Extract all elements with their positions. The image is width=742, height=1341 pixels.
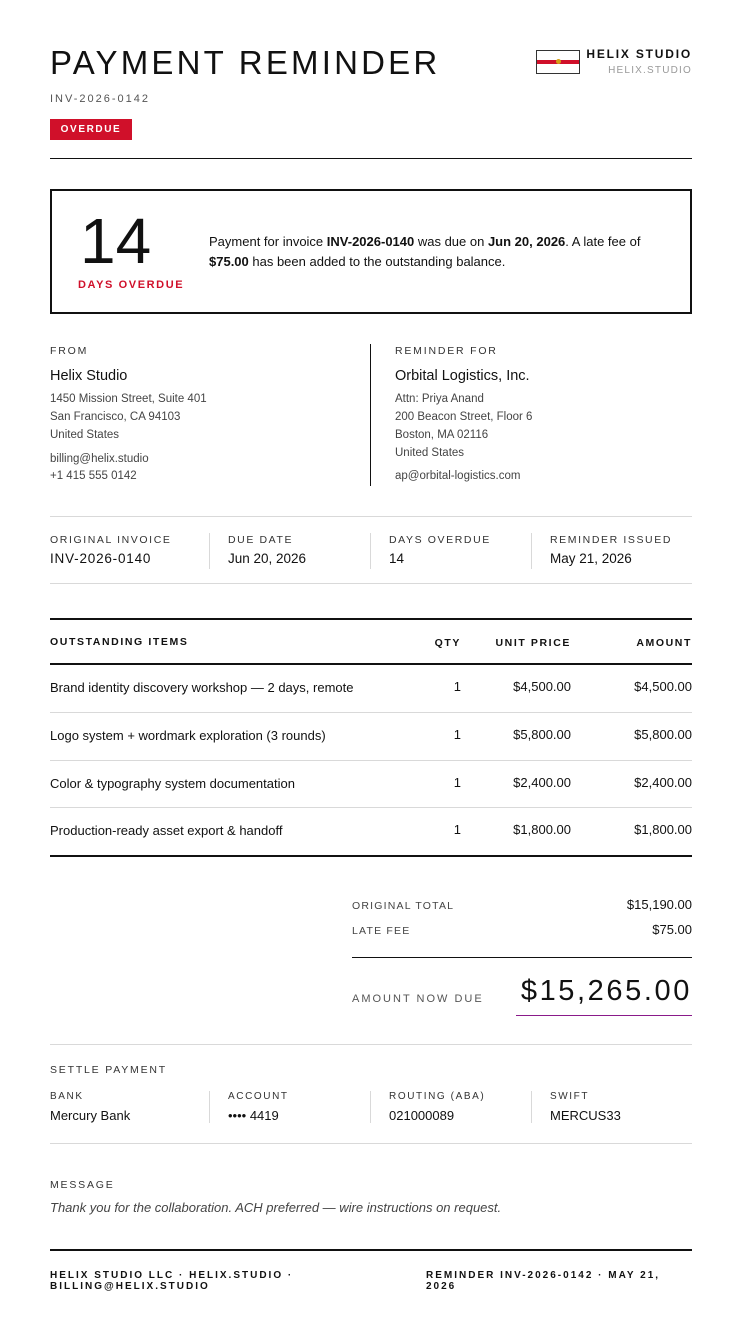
col-header-qty: QTY: [434, 637, 461, 649]
meta-label: DUE DATE: [228, 534, 294, 546]
table-row-unit-price: $5,800.00: [513, 727, 571, 742]
brand-url: HELIX.STUDIO: [608, 65, 692, 76]
meta-top-rule: [50, 516, 692, 517]
client-name: Orbital Logistics, Inc.: [395, 368, 530, 384]
from-label: FROM: [50, 345, 89, 357]
payment-divider: [209, 1091, 210, 1123]
brand-name: HELIX STUDIO: [586, 47, 692, 61]
meta-reminder-issued: May 21, 2026: [550, 551, 632, 566]
meta-label: REMINDER ISSUED: [550, 534, 673, 546]
payment-divider: [370, 1091, 371, 1123]
table-row-qty: 1: [453, 775, 461, 790]
table-row-unit-price: $4,500.00: [513, 679, 571, 694]
client-address-line: 200 Beacon Street, Floor 6: [395, 411, 533, 423]
payment-field-label: ACCOUNT: [228, 1091, 289, 1102]
overdue-summary-box: [50, 189, 692, 314]
table-row-description: Color & typography system documentation: [50, 776, 295, 791]
table-row-description: Brand identity discovery workshop — 2 days, remote: [50, 680, 354, 695]
table-row-amount: $4,500.00: [634, 679, 692, 694]
days-overdue-label: DAYS OVERDUE: [78, 279, 185, 291]
from-address-line: United States: [50, 429, 120, 441]
table-row-divider: [50, 712, 692, 713]
overdue-message: Payment for invoice INV-2026-0140 was due on Jun 20, 2026. A late fee of $75.00 has been added to the outstanding balance.: [209, 234, 641, 269]
table-row-unit-price: $1,800.00: [513, 822, 571, 837]
late-fee-label: LATE FEE: [352, 925, 411, 937]
overdue-due-date: Jun 20, 2026: [487, 234, 566, 249]
late-fee-value: $75.00: [652, 922, 692, 937]
amount-due-label: AMOUNT NOW DUE: [352, 993, 484, 1005]
invoice-number: INV-2026-0142: [50, 93, 150, 105]
meta-label: DAYS OVERDUE: [389, 534, 491, 546]
table-row-description: Logo system + wordmark exploration (3 rounds): [50, 728, 326, 743]
from-address-line: San Francisco, CA 94103: [50, 411, 181, 423]
col-header-amount: AMOUNT: [636, 637, 692, 649]
col-header-description: OUTSTANDING ITEMS: [50, 636, 189, 648]
brand-flag-icon: [536, 50, 580, 74]
table-top-rule: [50, 618, 692, 620]
payment-top-rule: [50, 1044, 692, 1045]
header-divider: [50, 158, 692, 159]
payment-swift-value: MERCUS33: [550, 1108, 621, 1123]
table-row-amount: $2,400.00: [634, 775, 692, 790]
table-row-qty: 1: [453, 727, 461, 742]
payment-bottom-rule: [50, 1143, 692, 1144]
payment-reminder-document: [50, 0, 692, 1341]
table-row-divider: [50, 760, 692, 761]
original-total-value: $15,190.00: [626, 897, 692, 912]
table-bottom-rule: [50, 855, 692, 857]
payment-bank-value: Mercury Bank: [50, 1108, 131, 1123]
payment-divider: [531, 1091, 532, 1123]
from-phone: +1 415 555 0142: [50, 470, 137, 482]
meta-due-date: Jun 20, 2026: [228, 551, 307, 566]
totals-divider: [352, 957, 692, 958]
meta-bottom-rule: [50, 583, 692, 584]
table-header-rule: [50, 663, 692, 665]
message-text: Thank you for the collaboration. ACH preferred — wire instructions on request.: [50, 1200, 502, 1215]
table-row-amount: $1,800.00: [634, 822, 692, 837]
payment-field-label: ROUTING (ABA): [389, 1091, 486, 1102]
status-badge: OVERDUE: [50, 119, 132, 140]
from-address-line: 1450 Mission Street, Suite 401: [50, 393, 207, 405]
payment-routing-value: 021000089: [389, 1108, 455, 1123]
reminder-for-label: REMINDER FOR: [395, 345, 498, 357]
footer-left: HELIX STUDIO LLC · HELIX.STUDIO · BILLING@HELIX.STUDIO: [50, 1270, 294, 1292]
meta-divider: [209, 533, 210, 569]
client-address-line: Attn: Priya Anand: [395, 393, 484, 405]
client-address-line: Boston, MA 02116: [395, 429, 489, 441]
meta-divider: [370, 533, 371, 569]
payment-field-label: SWIFT: [550, 1091, 590, 1102]
original-total-label: ORIGINAL TOTAL: [352, 900, 455, 912]
client-email: ap@orbital-logistics.com: [395, 470, 521, 482]
page-title: PAYMENT REMINDER: [50, 44, 441, 81]
meta-original-invoice: INV-2026-0140: [50, 551, 152, 566]
table-row-amount: $5,800.00: [634, 727, 692, 742]
message-label: MESSAGE: [50, 1179, 115, 1191]
party-divider: [370, 344, 371, 486]
overdue-invoice-ref: INV-2026-0140: [326, 234, 415, 249]
payment-account-value: •••• 4419: [228, 1108, 279, 1123]
from-email: billing@helix.studio: [50, 453, 149, 465]
client-address-line: United States: [395, 447, 465, 459]
from-name: Helix Studio: [50, 368, 128, 384]
table-row-qty: 1: [453, 822, 461, 837]
table-row-description: Production-ready asset export & handoff: [50, 823, 283, 838]
footer-rule: [50, 1249, 692, 1251]
settle-payment-label: SETTLE PAYMENT: [50, 1064, 167, 1076]
days-overdue-count: 14: [80, 205, 152, 277]
meta-label: ORIGINAL INVOICE: [50, 534, 172, 546]
payment-field-label: BANK: [50, 1091, 84, 1102]
table-row-qty: 1: [453, 679, 461, 694]
meta-divider: [531, 533, 532, 569]
col-header-unit-price: UNIT PRICE: [495, 637, 571, 649]
table-row-unit-price: $2,400.00: [513, 775, 571, 790]
overdue-late-fee: $75.00: [209, 254, 249, 269]
amount-due-underline: [516, 1015, 692, 1016]
table-row-divider: [50, 807, 692, 808]
footer-right: REMINDER INV-2026-0142 · MAY 21, 2026: [426, 1270, 661, 1292]
meta-days-overdue: 14: [389, 551, 405, 566]
amount-due-value: $15,265.00: [520, 975, 692, 1007]
